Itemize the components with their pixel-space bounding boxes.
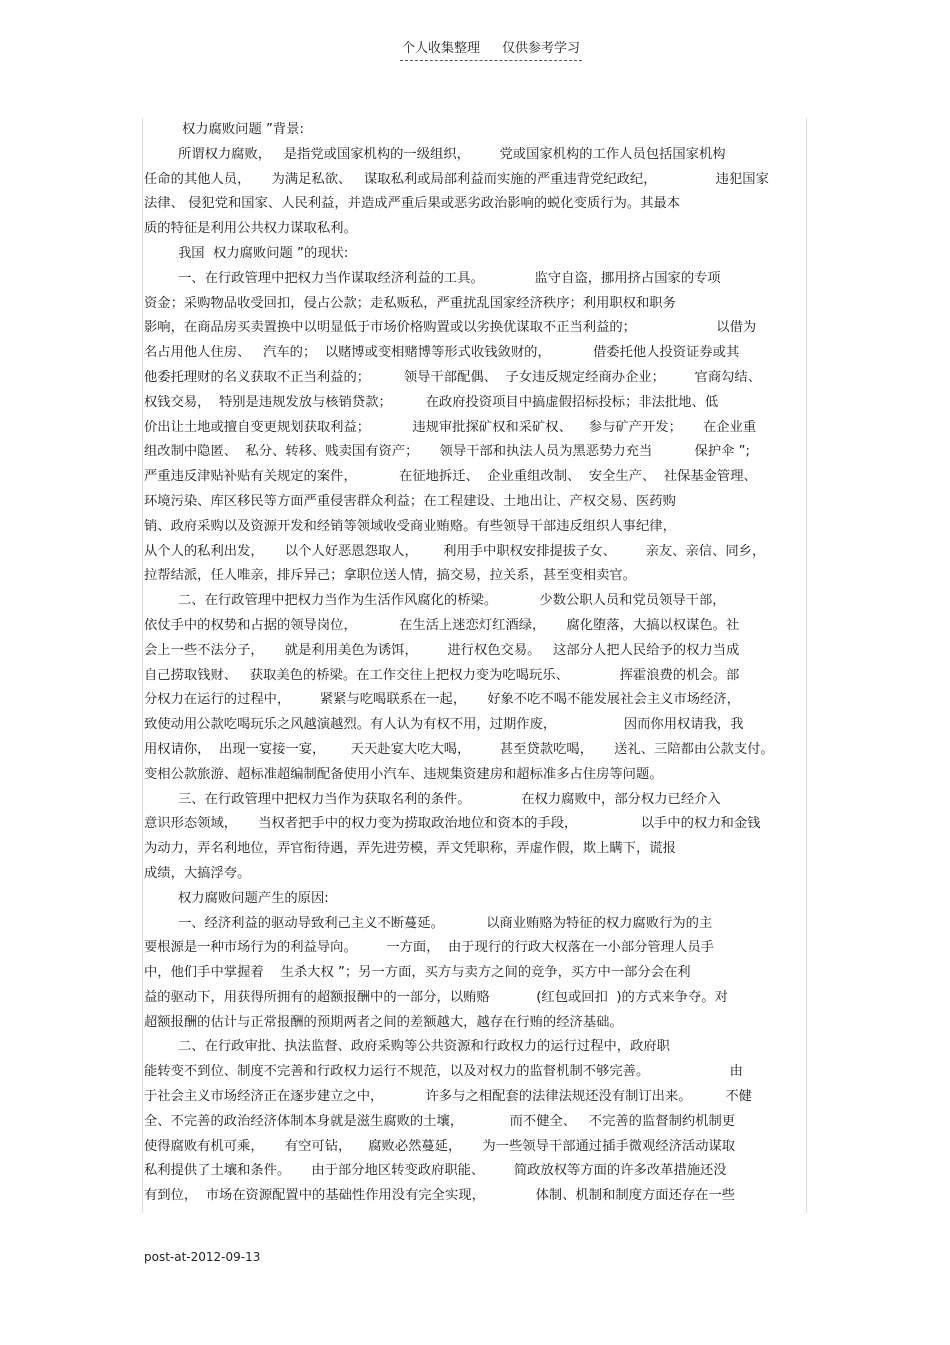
paragraph-line: 一、在行政管理中把权力当作谋取经济利益的工具。 监守自盗，挪用挤占国家的专项 [178,270,721,286]
paragraph-line: 二、在行政管理中把权力当作为生活作风腐化的桥梁。 少数公职人员和党员领导干部， [178,593,726,609]
paragraph-line: 变相公款旅游、超标准超编制配备使用小汽车、违规集资建房和超标准多占住房等问题。 [144,766,663,782]
paragraph-line: 益的驱动下，用获得所拥有的超额报酬中的一部分，以贿赂 (红包或回扣 )的方式来争夺。对 [144,989,728,1005]
paragraph-line: 使得腐败有机可乘， 有空可钻， 腐败必然蔓延， 为一些领导干部通过插手微观经济活动谋取 [144,1138,736,1154]
paragraph-line: 依仗手中的权势和占据的领导岗位， 在生活上迷恋灯红酒绿， 腐化堕落，大搞以权谋色。社 [144,617,740,633]
header-right-text: 仅供参考学习 [502,41,581,56]
paragraph-line: 严重违反津贴补贴有关规定的案件， 在征地拆迁、 企业重组改制、 安全生产、 社保基金管理、 [144,469,757,485]
document-body [144,118,804,1209]
paragraph-line: 分权力在运行的过程中， 紧紧与吃喝联系在一起， 好象不吃不喝不能发展社会主义市场经济， [144,692,740,708]
paragraph-line: 影响，在商品房买卖置换中以明显低于市场价格购置或以劣换优谋取不正当利益的； 以借为 [144,320,757,336]
paragraph-line: 二、在行政审批、执法监督、政府采购等公共资源和行政权力的运行过程中，政府职 [178,1039,670,1055]
paragraph-line: 中，他们手中掌握着 生杀大权 ”；另一方面，买方与卖方之间的竞争，买方中一部分会在利 [144,965,691,981]
page-footer: post-at-2012-09-13 [144,1250,261,1264]
paragraph-line: 致使动用公款吃喝玩乐之风越演越烈。有人认为有权不用，过期作废， 因而你用权请我，我 [144,717,744,733]
paragraph-line: 为动力，弄名利地位，弄官衔待遇，弄先进劳模，弄文凭职称，弄虚作假，欺上瞒下，谎报 [144,841,676,857]
paragraph-line: 资金；采购物品收受回扣，侵占公款；走私贩私，严重扰乱国家经济秩序；利用职权和职务 [144,295,676,311]
paragraph-line: 能转变不到位、制度不完善和行政权力运行不规范，以及对权力的监督机制不够完善。 由 [144,1064,743,1080]
paragraph-line: 会上一些不法分子， 就是利用美色为诱饵， 进行权色交易。 这部分人把人民给予的权力当成 [144,642,740,658]
paragraph-line: 名占用他人住房、 汽车的； 以赌博或变相赌博等形式收钱敛财的， 借委托他人投资证券或其 [144,345,740,361]
paragraph-line: 一、经济利益的驱动导致利己主义不断蔓延。 以商业贿赂为特征的权力腐败行为的主 [178,915,713,931]
paragraph-line: 成绩，大搞浮夸。 [144,865,251,881]
section-heading-status: 我国 权力腐败问题 ”的现状: [178,245,349,261]
paragraph-line: 所谓权力腐败， 是指党或国家机构的一级组织， 党或国家机构的工作人员包括国家机构 [178,146,726,162]
paragraph-line: 从个人的私利出发， 以个人好恶恩怨取人， 利用手中职权安排提拔子女、 亲友、亲信、同乡， [144,543,766,559]
paragraph-line: 环境污染、库区移民等方面严重侵害群众利益；在工程建设、土地出让、产权交易、医药购 [144,493,676,509]
paragraph-line: 权钱交易， 特别是违规发放与核销贷款； 在政府投资项目中搞虚假招标投标；非法批地、低 [144,394,719,410]
paragraph-line: 要根源是一种市场行为的利益导向。 一方面， 由于现行的行政大权落在一小部分管理人员手 [144,940,714,956]
paragraph-line: 于社会主义市场经济正在逐步建立之中， 许多与之相配套的法律法规还没有制订出来。 不健 [144,1089,752,1105]
section-heading-background: 权力腐败问题 ”背景: [182,122,304,137]
paragraph-line: 意识形态领域， 当权者把手中的权力变为捞取政治地位和资本的手段， 以手中的权力和金钱 [144,816,761,832]
paragraph-line: 任命的其他人员， 为满足私欲、 谋取私利或局部利益而实施的严重违背党纪政纪， 违犯国家 [144,171,769,187]
paragraph-line: 用权请你， 出现一宴接一宴， 天天赴宴大吃大喝， 甚至贷款吃喝， 送礼、三陪都由公款支付。 [144,741,774,757]
paragraph-line: 超额报酬的估计与正常报酬的预期两者之间的差额越大，越存在行贿的经济基础。 [144,1014,623,1030]
paragraph-line: 拉帮结派，任人唯亲，排斥异己；拿职位送人情，搞交易，拉关系，甚至变相卖官。 [144,568,636,584]
paragraph-line: 他委托理财的名义获取不正当利益的； 领导干部配偶、 子女违反规定经商办企业； 官商勾结、 [144,369,762,385]
paragraph-line: 自己捞取钱财、 获取美色的桥梁。在工作交往上把权力变为吃喝玩乐、 挥霍浪费的机会。部 [144,667,740,683]
paragraph-line: 全、不完善的政治经济体制本身就是滋生腐败的土壤， 而不健全、 不完善的监督制约机制更 [144,1113,736,1129]
paragraph-line: 销、政府采购以及资源开发和经销等领域收受商业贿赂。有些领导干部违反组织人事纪律， [144,518,676,534]
paragraph-line: 质的特征是利用公共权力谋取私利。 [144,221,357,237]
paragraph-line: 法律、 侵犯党和国家、人民利益，并造成严重后果或恶劣政治影响的蜕化变质行为。其最本 [144,196,681,212]
header-underline [400,40,582,61]
paragraph-line: 有到位， 市场在资源配置中的基础性作用没有完全实现， 体制、机制和制度方面还存在一些 [144,1188,736,1204]
paragraph-line: 私利提供了土壤和条件。 由于部分地区转变政府职能、 简政放权等方面的许多改革措施还没 [144,1163,727,1179]
page-header [0,40,950,61]
header-left-text: 个人收集整理 [401,41,480,56]
paragraph-line: 价出让土地或擅自变更规划获取利益； 违规审批探矿权和采矿权、 参与矿产开发； 在企业重 [144,419,757,435]
paragraph-line: 组改制中隐匿、 私分、转移、贱卖国有资产； 领导干部和执法人员为黑恶势力充当 保护伞 ”; [144,444,751,460]
paragraph-line: 三、在行政管理中把权力当作为获取名利的条件。 在权力腐败中，部分权力已经介入 [178,791,721,807]
section-heading-causes: 权力腐败问题产生的原因: [178,890,329,906]
